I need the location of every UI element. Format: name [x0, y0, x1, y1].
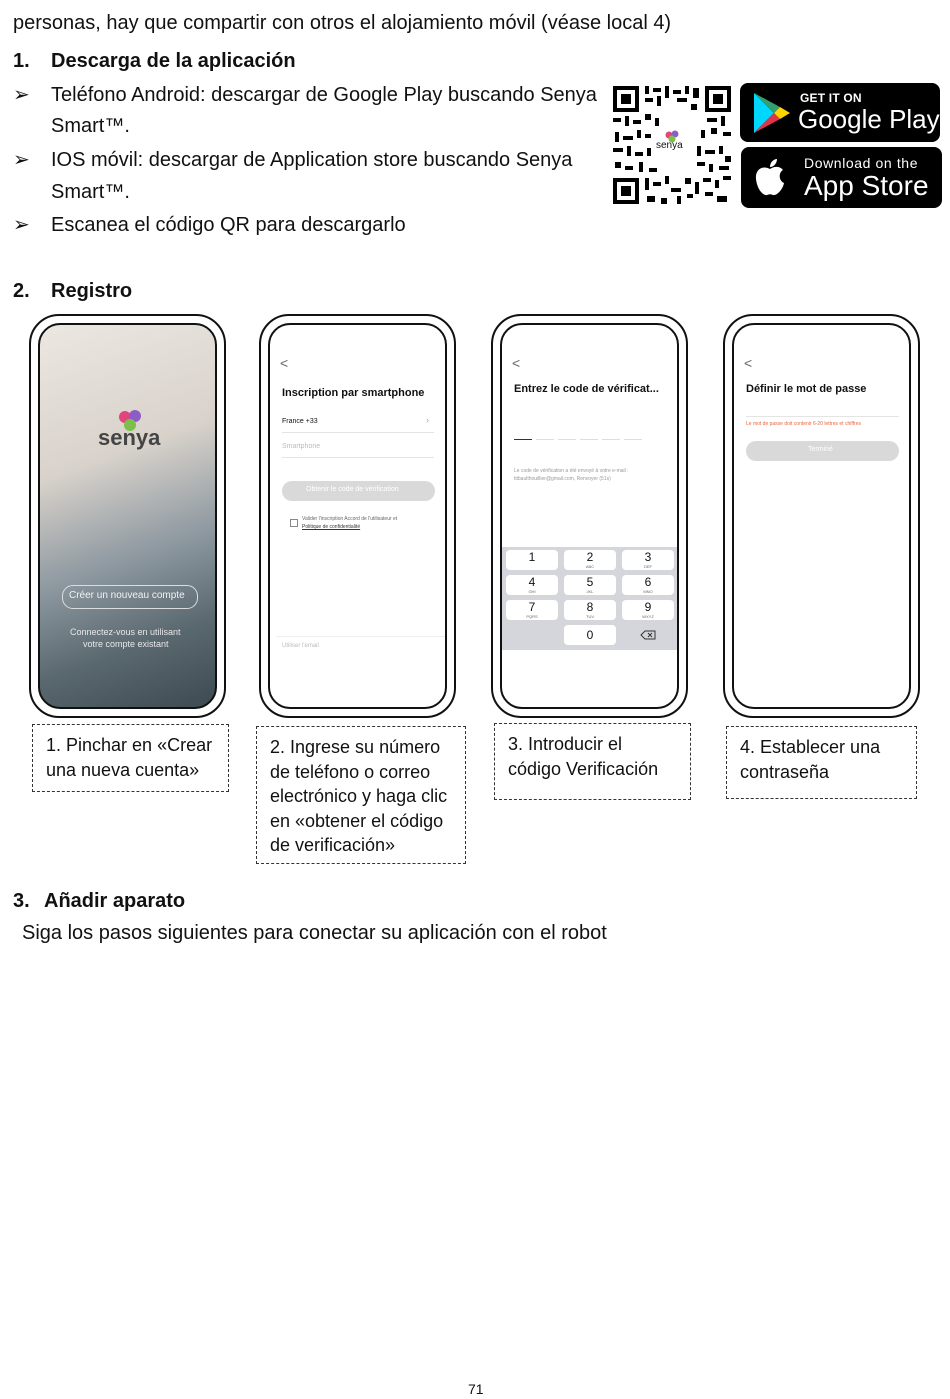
get-code-label: Obtenir le code de vérification	[306, 486, 399, 493]
code-digit-field[interactable]	[580, 439, 598, 440]
key-9[interactable]: 9 WXYZ	[622, 600, 674, 620]
phone-mockup-1	[29, 314, 226, 718]
section3-number: 3.	[13, 890, 30, 912]
app-store-small-text: Download on the	[804, 155, 919, 171]
bullet2-line1: IOS móvil: descargar de Application store buscando Senya	[51, 149, 573, 171]
use-email-link[interactable]: Utiliser l'email	[282, 643, 319, 649]
section3-title: Añadir aparato	[44, 890, 186, 912]
google-play-badge[interactable]	[740, 83, 940, 142]
intro-text: personas, hay que compartir con otros el alojamiento móvil (véase local 4)	[13, 12, 672, 34]
bullet1-line2: Smart™.	[51, 115, 130, 137]
caption-step-4: 4. Establecer una contraseña	[726, 726, 917, 799]
create-account-label: Créer un nouveau compte	[69, 590, 185, 601]
page-number: 71	[468, 1381, 484, 1397]
back-icon[interactable]: <	[512, 355, 521, 371]
google-play-icon	[752, 91, 792, 135]
arrow-bullet-icon: ➢	[13, 149, 30, 171]
key-1[interactable]: 1	[506, 550, 558, 570]
bullet2-line2: Smart™.	[51, 181, 130, 203]
key-3[interactable]: 3 DEF	[622, 550, 674, 570]
section3-text: Siga los pasos siguientes para conectar su aplicación con el robot	[22, 922, 607, 944]
phone-mockup-4	[723, 314, 920, 718]
done-button[interactable]	[746, 441, 899, 461]
code-digit-field[interactable]	[602, 439, 620, 440]
section2-number: 2.	[13, 280, 30, 302]
section1-title: Descarga de la aplicación	[51, 50, 296, 72]
consent-line1: Valider l'inscription Accord de l'utilisateur et	[302, 516, 398, 522]
caption-step-1: 1. Pinchar en «Crear una nueva cuenta»	[32, 724, 229, 792]
code-digit-field[interactable]	[558, 439, 576, 440]
apple-icon	[753, 157, 787, 197]
password-input[interactable]	[746, 416, 899, 417]
key-7[interactable]: 7 PQRS	[506, 600, 558, 620]
back-icon[interactable]: <	[280, 355, 289, 371]
caption-step-2: 2. Ingrese su número de teléfono o correo electrónico y haga clic en «obtener el código de verificación»	[256, 726, 466, 864]
app-store-badge[interactable]	[741, 147, 942, 208]
qr-logo-text: senya	[656, 140, 683, 151]
key-5[interactable]: 5 JKL	[564, 575, 616, 595]
chevron-right-icon: ›	[426, 415, 429, 425]
qr-code[interactable]	[611, 84, 733, 206]
phone-input[interactable]: Smartphone	[282, 443, 321, 450]
country-select[interactable]: France +33	[282, 418, 318, 425]
key-8[interactable]: 8 TUV	[564, 600, 616, 620]
arrow-bullet-icon: ➢	[13, 214, 30, 236]
key-2[interactable]: 2 ABC	[564, 550, 616, 570]
arrow-bullet-icon: ➢	[13, 84, 30, 106]
key-6[interactable]: 6 MNO	[622, 575, 674, 595]
get-code-button[interactable]	[282, 481, 435, 501]
login-link-line2[interactable]: votre compte existant	[83, 639, 169, 649]
consent-checkbox[interactable]	[290, 519, 298, 527]
code-digit-field[interactable]	[536, 439, 554, 440]
section1-number: 1.	[13, 50, 30, 72]
done-label: Terminé	[808, 446, 833, 453]
phone2-title: Inscription par smartphone	[282, 387, 425, 399]
google-play-big-text: Google Play	[798, 104, 940, 134]
app-store-big-text: App Store	[804, 170, 929, 201]
info-line2: ttibaulthouillier@gmail.com, Renvoyer (51s)	[514, 476, 611, 482]
backspace-icon[interactable]	[640, 627, 656, 637]
code-digit-field[interactable]	[624, 439, 642, 440]
senya-logo-text: senya	[98, 425, 161, 450]
info-line1: Le code de vérification a été envoyé à votre e-mail :	[514, 468, 629, 474]
caption-step-3: 3. Introducir el código Verificación	[494, 723, 691, 800]
bullet1-line1: Teléfono Android: descargar de Google Play buscando Senya	[51, 84, 597, 106]
key-0[interactable]: 0	[564, 625, 616, 645]
create-account-button[interactable]	[62, 585, 198, 609]
consent-line2[interactable]: Politique de confidentialité	[302, 524, 361, 530]
phone-mockup-2	[259, 314, 456, 718]
back-icon[interactable]: <	[744, 355, 753, 371]
google-play-small-text: GET IT ON	[800, 91, 862, 105]
bullet3-text: Escanea el código QR para descargarlo	[51, 214, 406, 236]
login-link-line1[interactable]: Connectez-vous en utilisant	[70, 627, 181, 637]
password-hint: Le mot de passe doit contenir 6-20 lettres et chiffres	[746, 421, 861, 427]
phone3-title: Entrez le code de vérificat...	[514, 383, 659, 395]
code-digit-field[interactable]	[514, 439, 532, 440]
section2-title: Registro	[51, 280, 133, 302]
numeric-keypad	[502, 547, 679, 650]
phone4-title: Définir le mot de passe	[746, 383, 867, 395]
key-4[interactable]: 4 GHI	[506, 575, 558, 595]
phone-mockup-3	[491, 314, 688, 718]
